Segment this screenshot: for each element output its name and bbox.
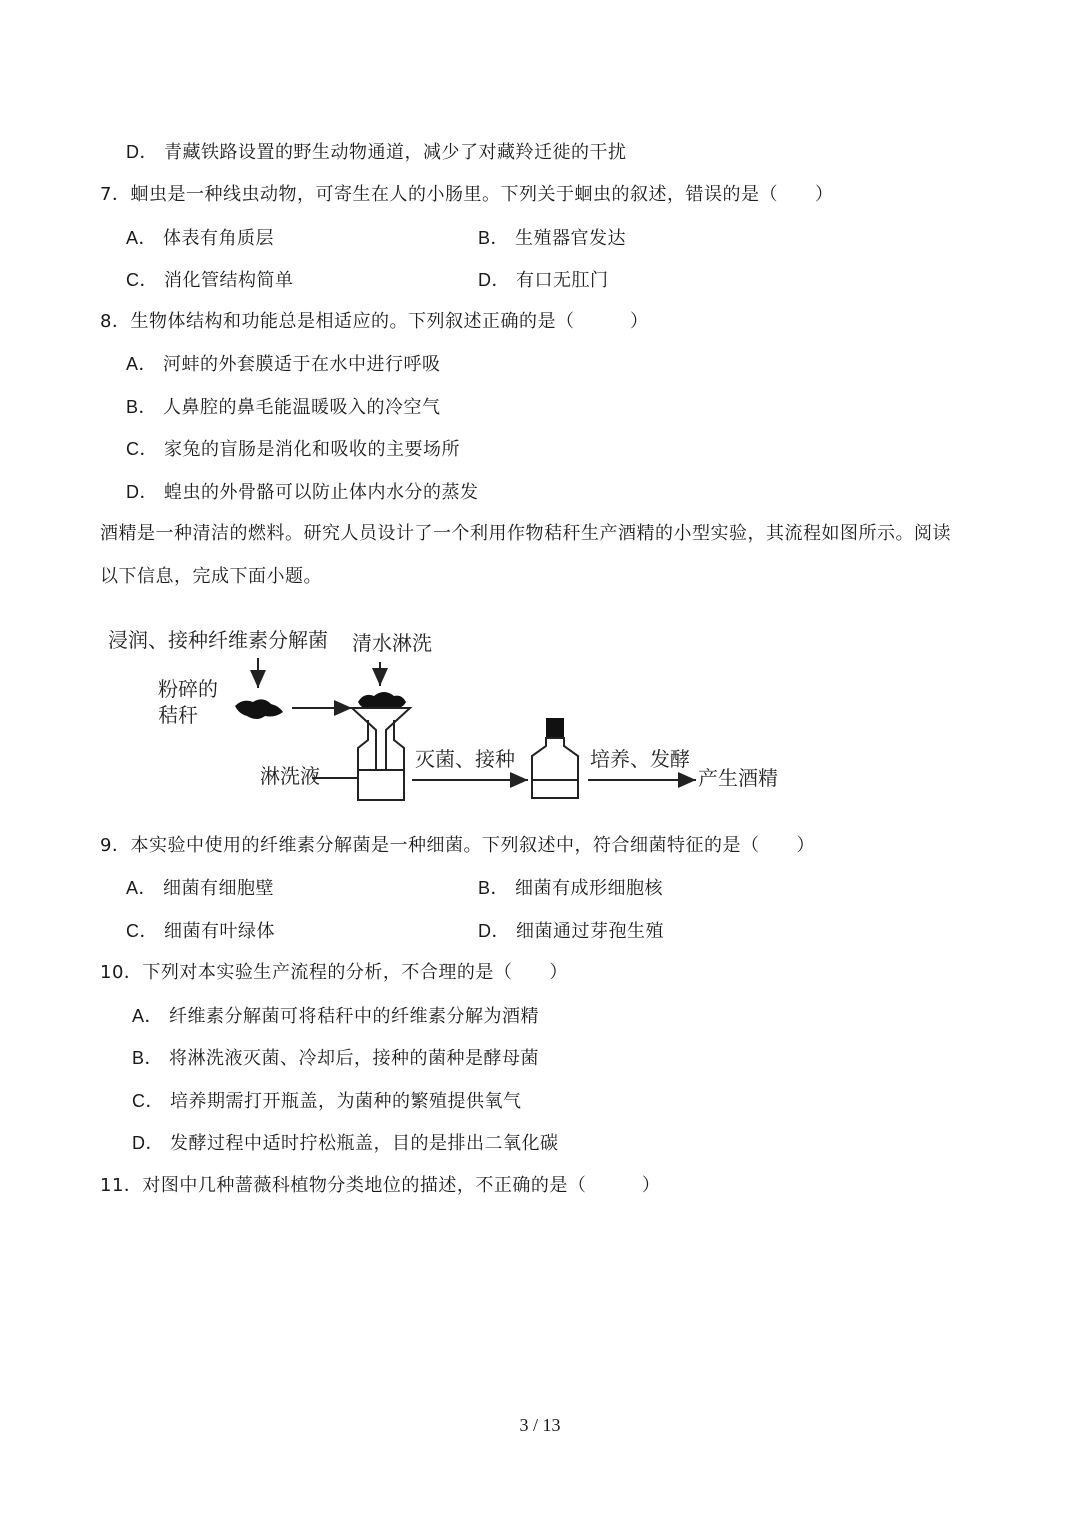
label-culture-ferment: 培养、发酵 <box>590 747 690 771</box>
q10-option-d <box>132 1131 559 1156</box>
q7-option-b <box>478 226 626 251</box>
option-text: 蝗虫的外骨骼可以防止体内水分的蒸发 <box>164 482 479 503</box>
q8-option-d <box>126 480 479 505</box>
option-label: D． <box>478 921 510 941</box>
option-label: A． <box>132 1006 164 1026</box>
page-number: 3 / 13 <box>519 1415 561 1435</box>
option-text: 发酵过程中适时拧松瓶盖，目的是排出二氧化碳 <box>170 1133 559 1154</box>
q7-option-c <box>126 270 294 291</box>
option-text: 有口无肛门 <box>516 270 609 291</box>
q8-stem: 8．生物体结构和功能总是相适应的。下列叙述正确的是（ ） <box>100 311 649 332</box>
option-text: 人鼻腔的鼻毛能温暖吸入的冷空气 <box>163 397 441 418</box>
option-label: B． <box>126 397 158 417</box>
option-text: 细菌通过芽孢生殖 <box>516 921 664 942</box>
q6-option-d <box>126 140 627 165</box>
option-text: 消化管结构简单 <box>164 270 294 291</box>
option-text: 细菌有叶绿体 <box>164 921 275 942</box>
ethanol-flow-diagram <box>100 620 800 810</box>
option-label: B． <box>478 878 510 898</box>
passage-line-2: 以下信息，完成下面小题。 <box>100 566 322 587</box>
label-crushed-line2: 秸秆 <box>158 703 198 727</box>
q10-option-a <box>132 1004 539 1029</box>
label-sterilize-inoculate: 灭菌、接种 <box>415 747 515 771</box>
option-text: 青藏铁路设置的野生动物通道，减少了对藏羚迁徙的干扰 <box>164 142 627 163</box>
crushed-straw-icon <box>235 699 283 719</box>
option-text: 将淋洗液灭菌、冷却后，接种的菌种是酵母菌 <box>169 1048 540 1069</box>
fermentation-bottle-icon <box>532 718 578 798</box>
option-label: B． <box>132 1048 164 1068</box>
option-label: C． <box>126 921 158 941</box>
option-text: 细菌有细胞壁 <box>163 878 275 899</box>
q8-option-c <box>126 437 460 462</box>
option-text: 培养期需打开瓶盖，为菌种的繁殖提供氧气 <box>170 1091 522 1112</box>
q9-options-row1 <box>126 876 986 901</box>
q7-stem: 7．蛔虫是一种线虫动物，可寄生在人的小肠里。下列关于蛔虫的叙述，错误的是（ ） <box>100 184 834 205</box>
option-label: C． <box>126 439 158 459</box>
q9-option-d <box>478 919 664 944</box>
passage-line-1: 酒精是一种清洁的燃料。研究人员设计了一个利用作物秸秆生产酒精的小型实验，其流程如图所示。阅读 <box>100 523 951 544</box>
label-soak-inoculate: 浸润、接种纤维素分解菌 <box>108 628 328 652</box>
q7-option-a <box>126 228 274 249</box>
option-label: A． <box>126 878 158 898</box>
q8-option-b <box>126 395 441 420</box>
option-label: B． <box>478 228 510 248</box>
q7-option-d <box>478 268 609 293</box>
label-rinse-water: 清水淋洗 <box>352 631 432 655</box>
option-label: C． <box>126 270 158 290</box>
q7-options-row2 <box>126 268 986 293</box>
q10-option-c <box>132 1089 522 1114</box>
q10-stem: 10．下列对本实验生产流程的分析，不合理的是（ ） <box>100 962 568 983</box>
q9-stem: 9．本实验中使用的纤维素分解菌是一种细菌。下列叙述中，符合细菌特征的是（ ） <box>100 835 815 856</box>
q9-option-b <box>478 876 663 901</box>
funnel-icon <box>352 708 410 770</box>
label-rinse-liquid: 淋洗液 <box>260 764 320 788</box>
q7-options-row1 <box>126 226 986 251</box>
option-text: 河蚌的外套膜适于在水中进行呼吸 <box>163 354 441 375</box>
option-text: 家兔的盲肠是消化和吸收的主要场所 <box>164 439 460 460</box>
label-crushed-line1: 粉碎的 <box>158 677 218 701</box>
option-label: C． <box>132 1091 164 1111</box>
option-label: A． <box>126 228 158 248</box>
label-produce-ethanol: 产生酒精 <box>698 766 778 790</box>
q9-options-row2 <box>126 919 986 944</box>
option-text: 纤维素分解菌可将秸秆中的纤维素分解为酒精 <box>169 1006 540 1027</box>
option-label: D． <box>126 482 158 502</box>
q8-option-a <box>126 352 441 377</box>
q10-option-b <box>132 1046 539 1071</box>
option-text: 体表有角质层 <box>163 228 275 249</box>
option-label: D． <box>126 142 158 162</box>
q9-option-c <box>126 921 275 942</box>
q9-option-a <box>126 878 274 899</box>
option-label: D． <box>478 270 510 290</box>
option-text: 细菌有成形细胞核 <box>515 878 664 899</box>
q11-stem: 11．对图中几种蔷薇科植物分类地位的描述，不正确的是（ ） <box>100 1175 661 1196</box>
option-label: A． <box>126 354 158 374</box>
option-text: 生殖器官发达 <box>515 228 627 249</box>
option-label: D． <box>132 1133 164 1153</box>
